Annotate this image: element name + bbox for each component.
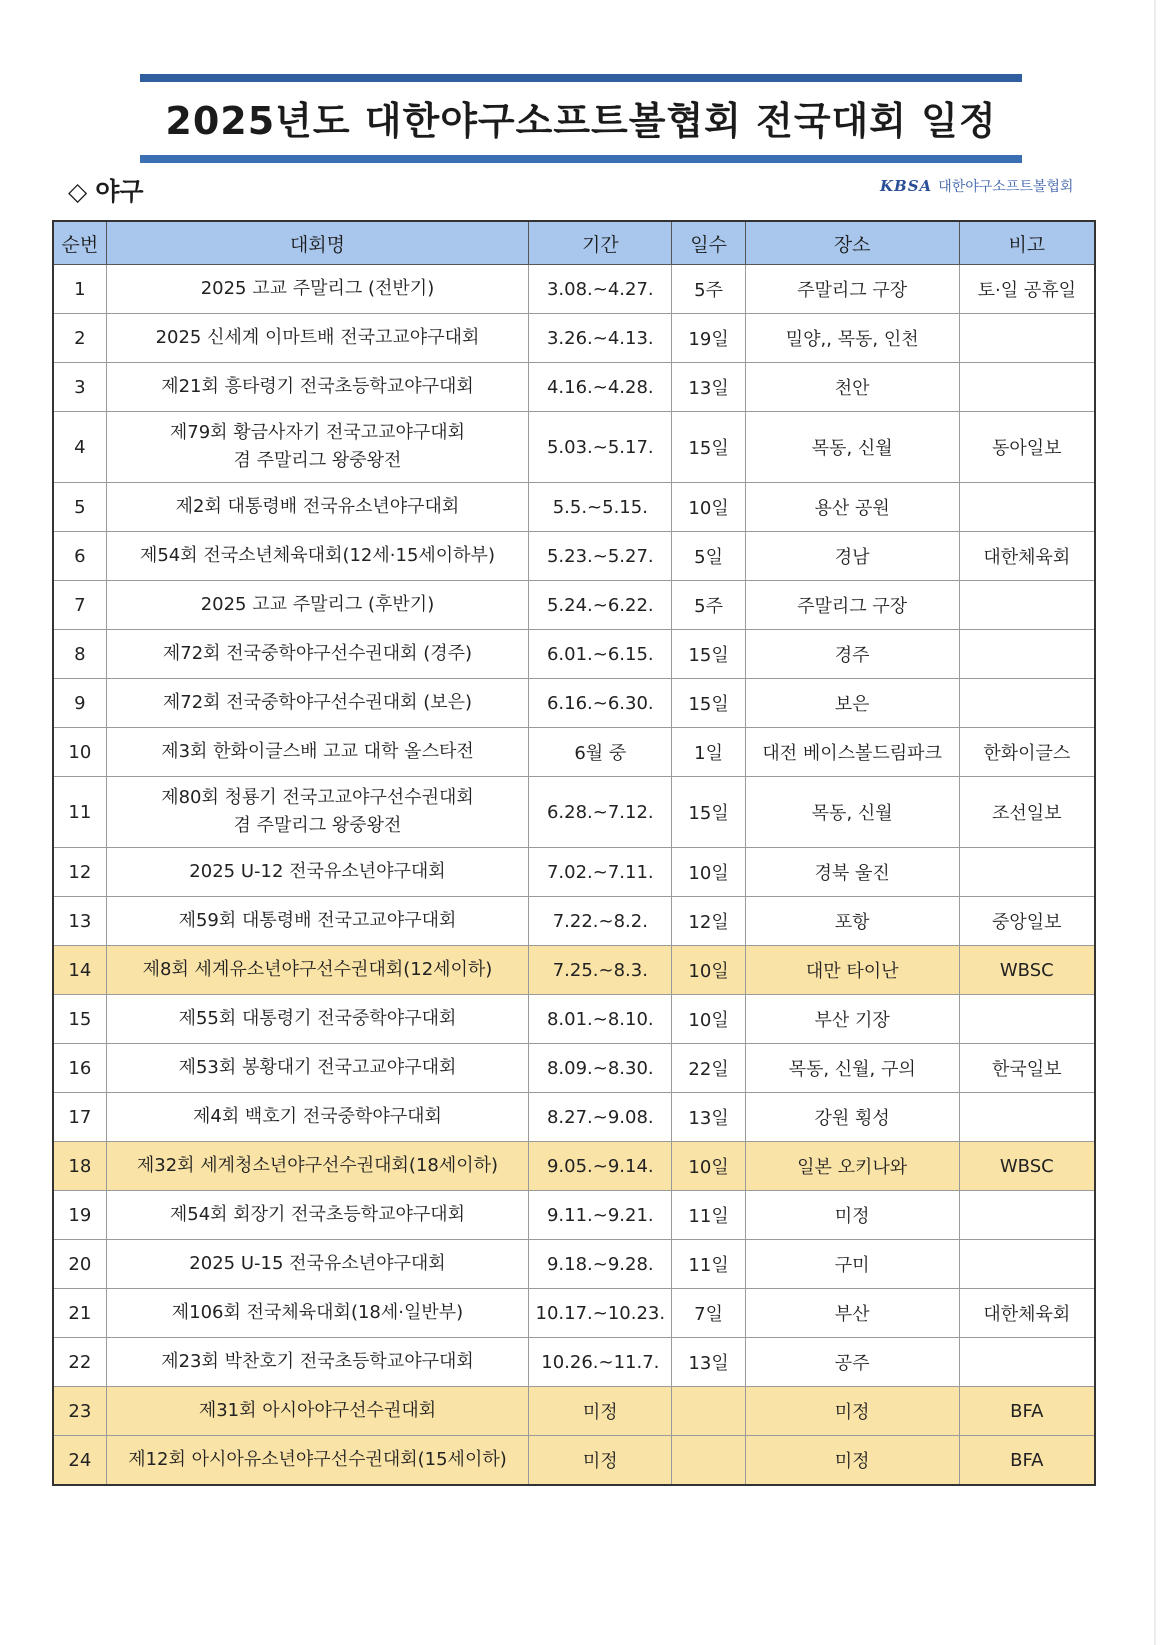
cell-note — [959, 630, 1095, 679]
cell-no: 16 — [53, 1044, 106, 1093]
table-row — [53, 532, 1095, 581]
cell-name — [106, 314, 529, 363]
cell-no: 5 — [53, 483, 106, 532]
cell-period: 4.16.~4.28. — [529, 363, 672, 412]
cell-note — [959, 581, 1095, 630]
cell-name — [106, 1191, 529, 1240]
cell-name — [106, 946, 529, 995]
cell-venue: 목동, 신월, 구의 — [745, 1044, 959, 1093]
cell-period: 9.11.~9.21. — [529, 1191, 672, 1240]
table-row — [53, 1142, 1095, 1191]
cell-period: 3.26.~4.13. — [529, 314, 672, 363]
cell-note — [959, 1191, 1095, 1240]
header-name: 대회명 — [106, 221, 529, 265]
cell-no: 24 — [53, 1436, 106, 1486]
cell-no: 3 — [53, 363, 106, 412]
event-name-line1: 제53회 봉황대기 전국고교야구대회 — [178, 1057, 457, 1078]
cell-days: 19일 — [672, 314, 745, 363]
cell-period: 5.03.~5.17. — [529, 412, 672, 483]
event-name-line1: 제79회 황금사자기 전국고교야구대회 — [169, 422, 466, 443]
cell-no: 6 — [53, 532, 106, 581]
cell-no: 11 — [53, 777, 106, 848]
cell-days: 5일 — [672, 532, 745, 581]
cell-days: 10일 — [672, 995, 745, 1044]
cell-venue: 미정 — [745, 1191, 959, 1240]
cell-days: 10일 — [672, 848, 745, 897]
cell-note: 한화이글스 — [959, 728, 1095, 777]
cell-venue: 구미 — [745, 1240, 959, 1289]
cell-name — [106, 412, 529, 483]
cell-note — [959, 314, 1095, 363]
cell-days: 15일 — [672, 777, 745, 848]
cell-note: WBSC — [959, 1142, 1095, 1191]
event-name-line1: 2025 U-15 전국유소년야구대회 — [189, 1253, 446, 1274]
cell-name — [106, 1338, 529, 1387]
title-bottom-bar — [140, 155, 1022, 163]
section-heading — [68, 172, 144, 208]
table-row — [53, 1436, 1095, 1486]
cell-venue: 밀양,, 목동, 인천 — [745, 314, 959, 363]
cell-period: 7.25.~8.3. — [529, 946, 672, 995]
cell-note — [959, 1338, 1095, 1387]
cell-period: 5.24.~6.22. — [529, 581, 672, 630]
cell-days: 13일 — [672, 1093, 745, 1142]
cell-no: 9 — [53, 679, 106, 728]
cell-venue: 대만 타이난 — [745, 946, 959, 995]
event-name-line2: 겸 주말리그 왕중왕전 — [233, 815, 402, 836]
cell-period: 8.27.~9.08. — [529, 1093, 672, 1142]
cell-period: 10.17.~10.23. — [529, 1289, 672, 1338]
cell-period: 5.23.~5.27. — [529, 532, 672, 581]
cell-days: 10일 — [672, 946, 745, 995]
event-name-line1: 제80회 청룡기 전국고교야구선수권대회 — [161, 787, 474, 808]
cell-name — [106, 897, 529, 946]
cell-venue: 경남 — [745, 532, 959, 581]
table-row — [53, 946, 1095, 995]
cell-venue: 강원 횡성 — [745, 1093, 959, 1142]
table-row — [53, 995, 1095, 1044]
cell-note: 중앙일보 — [959, 897, 1095, 946]
cell-name — [106, 1044, 529, 1093]
cell-venue: 미정 — [745, 1436, 959, 1486]
event-name-line1: 제12회 아시아유소년야구선수권대회(15세이하) — [128, 1449, 507, 1470]
table-row — [53, 581, 1095, 630]
table-row — [53, 483, 1095, 532]
table-row — [53, 728, 1095, 777]
cell-note: 조선일보 — [959, 777, 1095, 848]
cell-days: 15일 — [672, 412, 745, 483]
table-row — [53, 897, 1095, 946]
cell-period: 7.22.~8.2. — [529, 897, 672, 946]
cell-no: 7 — [53, 581, 106, 630]
cell-venue: 목동, 신월 — [745, 412, 959, 483]
cell-no: 22 — [53, 1338, 106, 1387]
diamond-icon: ◇ — [68, 177, 88, 206]
cell-no: 19 — [53, 1191, 106, 1240]
header-no: 순번 — [53, 221, 106, 265]
cell-name — [106, 1240, 529, 1289]
cell-name — [106, 630, 529, 679]
table-row — [53, 1240, 1095, 1289]
cell-no: 13 — [53, 897, 106, 946]
schedule-table — [52, 220, 1096, 1486]
cell-note: 대한체육회 — [959, 1289, 1095, 1338]
table-row — [53, 314, 1095, 363]
cell-days — [672, 1387, 745, 1436]
cell-name — [106, 581, 529, 630]
cell-note: BFA — [959, 1436, 1095, 1486]
cell-note — [959, 679, 1095, 728]
event-name-line1: 2025 고교 주말리그 (전반기) — [200, 278, 435, 299]
cell-venue: 주말리그 구장 — [745, 581, 959, 630]
cell-days: 5주 — [672, 265, 745, 314]
cell-days: 1일 — [672, 728, 745, 777]
cell-venue: 주말리그 구장 — [745, 265, 959, 314]
event-name-line1: 제54회 회장기 전국초등학교야구대회 — [169, 1204, 466, 1225]
event-name-line1: 제21회 흥타령기 전국초등학교야구대회 — [161, 376, 474, 397]
cell-no: 15 — [53, 995, 106, 1044]
cell-period: 10.26.~11.7. — [529, 1338, 672, 1387]
cell-no: 17 — [53, 1093, 106, 1142]
table-row — [53, 630, 1095, 679]
event-name-line1: 2025 U-12 전국유소년야구대회 — [189, 861, 446, 882]
cell-period: 5.5.~5.15. — [529, 483, 672, 532]
cell-note: 한국일보 — [959, 1044, 1095, 1093]
table-row — [53, 1338, 1095, 1387]
cell-days: 12일 — [672, 897, 745, 946]
cell-note: 동아일보 — [959, 412, 1095, 483]
cell-venue: 천안 — [745, 363, 959, 412]
cell-days: 10일 — [672, 1142, 745, 1191]
cell-name — [106, 265, 529, 314]
cell-venue: 대전 베이스볼드림파크 — [745, 728, 959, 777]
header-venue: 장소 — [745, 221, 959, 265]
cell-venue: 부산 기장 — [745, 995, 959, 1044]
cell-period: 8.09.~8.30. — [529, 1044, 672, 1093]
cell-period: 7.02.~7.11. — [529, 848, 672, 897]
title-top-bar — [140, 74, 1022, 82]
cell-name — [106, 679, 529, 728]
cell-no: 10 — [53, 728, 106, 777]
header-note: 비고 — [959, 221, 1095, 265]
page-edge — [1154, 0, 1156, 1645]
cell-period: 6.01.~6.15. — [529, 630, 672, 679]
kbsa-logo — [880, 176, 1073, 196]
cell-note: 대한체육회 — [959, 532, 1095, 581]
cell-venue: 경북 울진 — [745, 848, 959, 897]
table-row — [53, 1044, 1095, 1093]
header-period: 기간 — [529, 221, 672, 265]
cell-note — [959, 1240, 1095, 1289]
cell-no: 2 — [53, 314, 106, 363]
cell-venue: 미정 — [745, 1387, 959, 1436]
cell-name — [106, 363, 529, 412]
event-name-line2: 겸 주말리그 왕중왕전 — [233, 450, 402, 471]
event-name-line1: 2025 신세계 이마트배 전국고교야구대회 — [155, 327, 480, 348]
event-name-line1: 제106회 전국체육대회(18세·일반부) — [171, 1302, 464, 1323]
cell-name — [106, 1387, 529, 1436]
cell-venue: 공주 — [745, 1338, 959, 1387]
header-days: 일수 — [672, 221, 745, 265]
event-name-line1: 제59회 대통령배 전국고교야구대회 — [178, 910, 457, 931]
event-name-line1: 제32회 세계청소년야구선수권대회(18세이하) — [136, 1155, 499, 1176]
table-row — [53, 679, 1095, 728]
cell-note — [959, 1093, 1095, 1142]
cell-period: 3.08.~4.27. — [529, 265, 672, 314]
event-name-line1: 제55회 대통령기 전국중학야구대회 — [178, 1008, 457, 1029]
event-name-line1: 제31회 아시아야구선수권대회 — [198, 1400, 437, 1421]
cell-venue: 경주 — [745, 630, 959, 679]
cell-period: 미정 — [529, 1387, 672, 1436]
cell-no: 18 — [53, 1142, 106, 1191]
cell-days: 13일 — [672, 1338, 745, 1387]
cell-no: 20 — [53, 1240, 106, 1289]
cell-venue: 보은 — [745, 679, 959, 728]
section-label: 야구 — [95, 177, 144, 206]
cell-days: 22일 — [672, 1044, 745, 1093]
cell-days: 10일 — [672, 483, 745, 532]
cell-period: 6.16.~6.30. — [529, 679, 672, 728]
table-row — [53, 412, 1095, 483]
cell-venue: 일본 오키나와 — [745, 1142, 959, 1191]
cell-period: 8.01.~8.10. — [529, 995, 672, 1044]
cell-no: 4 — [53, 412, 106, 483]
cell-period: 6월 중 — [529, 728, 672, 777]
cell-period: 미정 — [529, 1436, 672, 1486]
cell-days: 5주 — [672, 581, 745, 630]
cell-period: 9.05.~9.14. — [529, 1142, 672, 1191]
cell-days: 11일 — [672, 1240, 745, 1289]
event-name-line1: 제54회 전국소년체육대회(12세·15세이하부) — [139, 545, 495, 566]
cell-name — [106, 1142, 529, 1191]
cell-name — [106, 728, 529, 777]
cell-days: 15일 — [672, 630, 745, 679]
cell-days: 7일 — [672, 1289, 745, 1338]
table-row — [53, 1387, 1095, 1436]
cell-name — [106, 532, 529, 581]
cell-name — [106, 848, 529, 897]
cell-note — [959, 483, 1095, 532]
cell-venue: 목동, 신월 — [745, 777, 959, 848]
cell-period: 6.28.~7.12. — [529, 777, 672, 848]
title-block — [140, 74, 1022, 163]
logo-text: 대한야구소프트볼협회 — [938, 179, 1074, 195]
event-name-line1: 제2회 대통령배 전국유소년야구대회 — [175, 496, 460, 517]
table-row — [53, 848, 1095, 897]
event-name-line1: 제8회 세계유소년야구선수권대회(12세이하) — [142, 959, 493, 980]
table-row — [53, 777, 1095, 848]
cell-no: 21 — [53, 1289, 106, 1338]
cell-venue: 포항 — [745, 897, 959, 946]
event-name-line1: 제3회 한화이글스배 고교 대학 올스타전 — [161, 741, 474, 762]
cell-no: 12 — [53, 848, 106, 897]
page-title: 2025년도 대한야구소프트볼협회 전국대회 일정 — [165, 99, 997, 143]
event-name-line1: 2025 고교 주말리그 (후반기) — [200, 594, 435, 615]
cell-no: 8 — [53, 630, 106, 679]
cell-days: 13일 — [672, 363, 745, 412]
event-name-line1: 제23회 박찬호기 전국초등학교야구대회 — [161, 1351, 474, 1372]
cell-no: 14 — [53, 946, 106, 995]
cell-note: WBSC — [959, 946, 1095, 995]
cell-note: 토·일 공휴일 — [959, 265, 1095, 314]
cell-name — [106, 1093, 529, 1142]
table-row — [53, 363, 1095, 412]
table-row — [53, 1191, 1095, 1240]
table-row — [53, 1093, 1095, 1142]
cell-name — [106, 1436, 529, 1486]
cell-name — [106, 777, 529, 848]
table-row — [53, 1289, 1095, 1338]
cell-no: 23 — [53, 1387, 106, 1436]
cell-name — [106, 483, 529, 532]
cell-note — [959, 848, 1095, 897]
cell-name — [106, 995, 529, 1044]
cell-note — [959, 995, 1095, 1044]
cell-name — [106, 1289, 529, 1338]
event-name-line1: 제72회 전국중학야구선수권대회 (보은) — [162, 692, 473, 713]
cell-days: 11일 — [672, 1191, 745, 1240]
event-name-line1: 제4회 백호기 전국중학야구대회 — [192, 1106, 442, 1127]
table-row — [53, 265, 1095, 314]
logo-mark: KBSA — [880, 177, 933, 195]
cell-no: 1 — [53, 265, 106, 314]
cell-venue: 부산 — [745, 1289, 959, 1338]
table-header-row — [53, 221, 1095, 265]
cell-venue: 용산 공원 — [745, 483, 959, 532]
cell-days: 15일 — [672, 679, 745, 728]
cell-period: 9.18.~9.28. — [529, 1240, 672, 1289]
cell-note: BFA — [959, 1387, 1095, 1436]
cell-note — [959, 363, 1095, 412]
event-name-line1: 제72회 전국중학야구선수권대회 (경주) — [162, 643, 473, 664]
cell-days — [672, 1436, 745, 1486]
